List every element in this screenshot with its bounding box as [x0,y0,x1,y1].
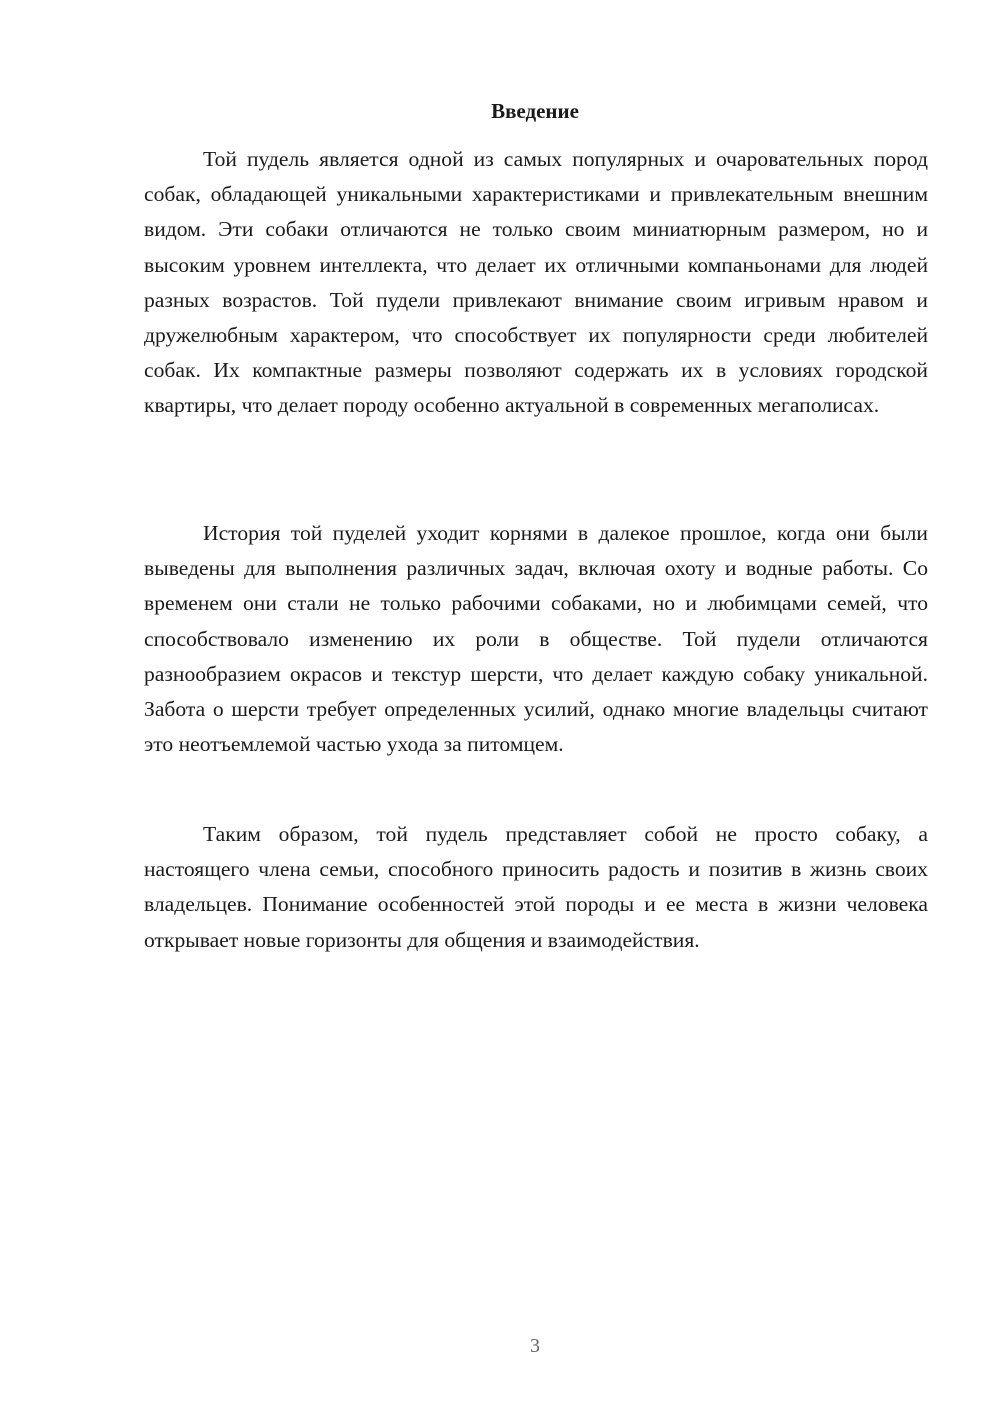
section-heading: Введение [491,99,579,123]
paragraph-1: Той пудель является одной из самых популярных и очаровательных пород собак, обладающей уникальными характеристиками и привлекательным внешним видом. Эти собаки отличаются не только своим миниатюрным размером, но и высоким уровнем интеллекта, что делает их отличными компаньонами для людей разных возрастов. Той пудели привлекают внимание своим игривым нравом и дружелюбным характером, что способствует их популярности среди любителей собак. Их компактные размеры позволяют содержать их в условиях городской квартиры, что делает породу особенно актуальной в современных мегаполисах. [144,147,928,418]
page-number: 3 [530,1335,540,1357]
paragraph-2: История той пуделей уходит корнями в далекое прошлое, когда они были выведены для выполнения различных задач, включая охоту и водные работы. Со временем они стали не только рабочими собаками, но и любимцами семей, что способствовало изменению их роли в обществе. Той пудели отличаются разнообразием окрасов и текстур шерсти, что делает каждую собаку уникальной. Забота о шерсти требует определенных усилий, однако многие владельцы считают это неотъемлемой частью ухода за питомцем. [144,521,928,757]
paragraph-3: Таким образом, той пудель представляет собой не просто собаку, а настоящего члена семьи, способного приносить радость и позитив в жизнь своих владельцев. Понимание особенностей этой породы и ее места в жизни человека открывает новые горизонты для общения и взаимодействия. [144,822,928,952]
